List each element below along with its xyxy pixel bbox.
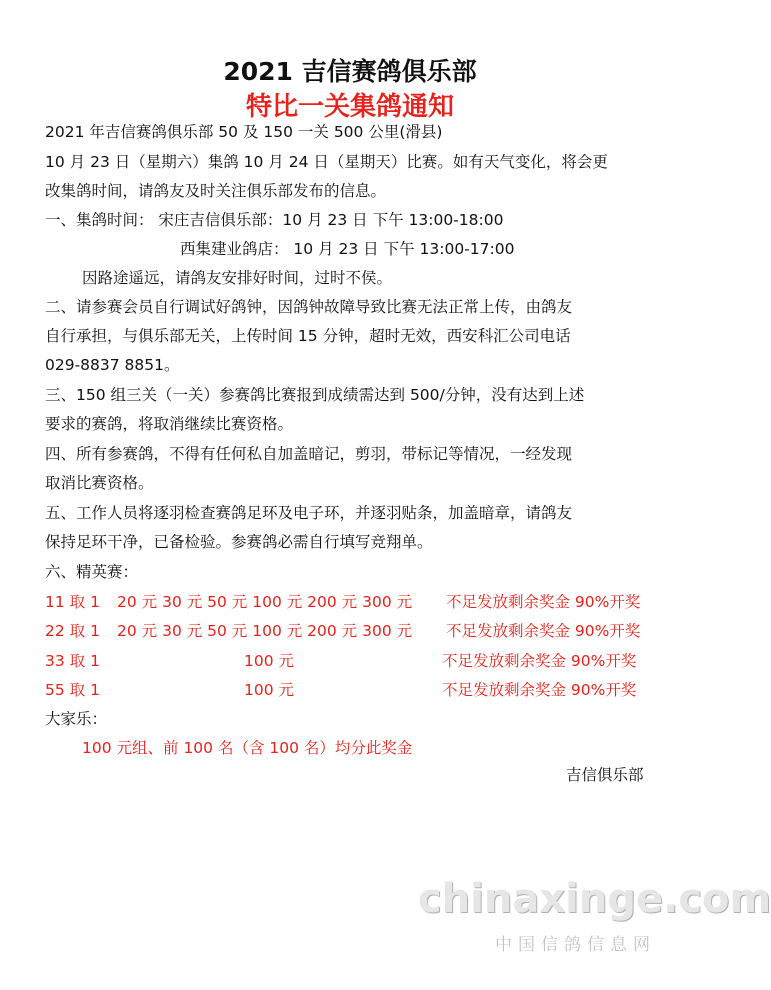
marking-rule-line-2: 取消比赛资格。 (45, 474, 154, 492)
intro-line-1: 2021 年吉信赛鸽俱乐部 50 及 150 一关 500 公里(滑县) (45, 123, 443, 141)
club-title: 2021 吉信赛鸽俱乐部 (223, 57, 477, 86)
watermark-logo: chinaxinge.com (418, 876, 771, 922)
elite-row-note: 不足发放剩余奖金 90%开奖 (446, 622, 641, 640)
collection-time-songzhuang: 一、集鸽时间： 宋庄吉信俱乐部：10 月 23 日 下午 13:00-18:00 (45, 211, 504, 229)
clock-rule-phone: 029-8837 8851。 (45, 356, 180, 374)
dajiale-heading: 大家乐： (45, 710, 108, 728)
notice-title: 特比一关集鸽通知 (245, 92, 454, 122)
elite-row-group: 22 取 1 (45, 622, 100, 640)
elite-heading: 六、精英赛： (45, 563, 139, 581)
signature: 吉信俱乐部 (566, 766, 644, 784)
elite-row-prizes: 20 元 30 元 50 元 100 元 200 元 300 元 (117, 593, 413, 611)
elite-row-group: 33 取 1 (45, 652, 100, 670)
watermark-subtitle: 中国信鸽信息网 (495, 935, 656, 955)
clock-rule-line-2: 自行承担，与俱乐部无关，上传时间 15 分钟，超时无效，西安科汇公司电话 (45, 327, 571, 345)
speed-rule-line-2: 要求的赛鸽，将取消继续比赛资格。 (45, 415, 294, 433)
elite-row-prizes: 100 元 (244, 681, 295, 699)
elite-row-group: 55 取 1 (45, 681, 100, 699)
inspection-rule-line-1: 五、工作人员将逐羽检查赛鸽足环及电子环，并逐羽贴条，加盖暗章，请鸽友 (45, 504, 573, 522)
clock-rule-line-1: 二、请参赛会员自行调试好鸽钟，因鸽钟故障导致比赛无法正常上传，由鸽友 (45, 298, 573, 316)
elite-row-prizes: 20 元 30 元 50 元 100 元 200 元 300 元 (117, 622, 413, 640)
marking-rule-line-1: 四、所有参赛鸽，不得有任何私自加盖暗记，剪羽，带标记等情况，一经发现 (45, 445, 573, 463)
elite-row-prizes: 100 元 (244, 652, 295, 670)
intro-line-2: 10 月 23 日（星期六）集鸽 10 月 24 日（星期天）比赛。如有天气变化，将会更 (45, 153, 608, 171)
dajiale-text: 100 元组、前 100 名（含 100 名）均分此奖金 (82, 739, 413, 757)
speed-rule-line-1: 三、150 组三关（一关）参赛鸽比赛报到成绩需达到 500/分钟，没有达到上述 (45, 386, 585, 404)
inspection-rule-line-2: 保持足环干净，已备检验。参赛鸽必需自行填写竞翔单。 (45, 533, 433, 551)
intro-line-3: 改集鸽时间，请鸽友及时关注俱乐部发布的信息。 (45, 182, 387, 200)
elite-row-group: 11 取 1 (45, 593, 100, 611)
elite-row-note: 不足发放剩余奖金 90%开奖 (442, 652, 637, 670)
elite-row-note: 不足发放剩余奖金 90%开奖 (442, 681, 637, 699)
collection-note: 因路途遥远，请鸽友安排好时间，过时不侯。 (82, 269, 393, 287)
collection-time-xiji: 西集建业鸽店： 10 月 23 日 下午 13:00-17:00 (180, 240, 515, 258)
elite-row-note: 不足发放剩余奖金 90%开奖 (446, 593, 641, 611)
